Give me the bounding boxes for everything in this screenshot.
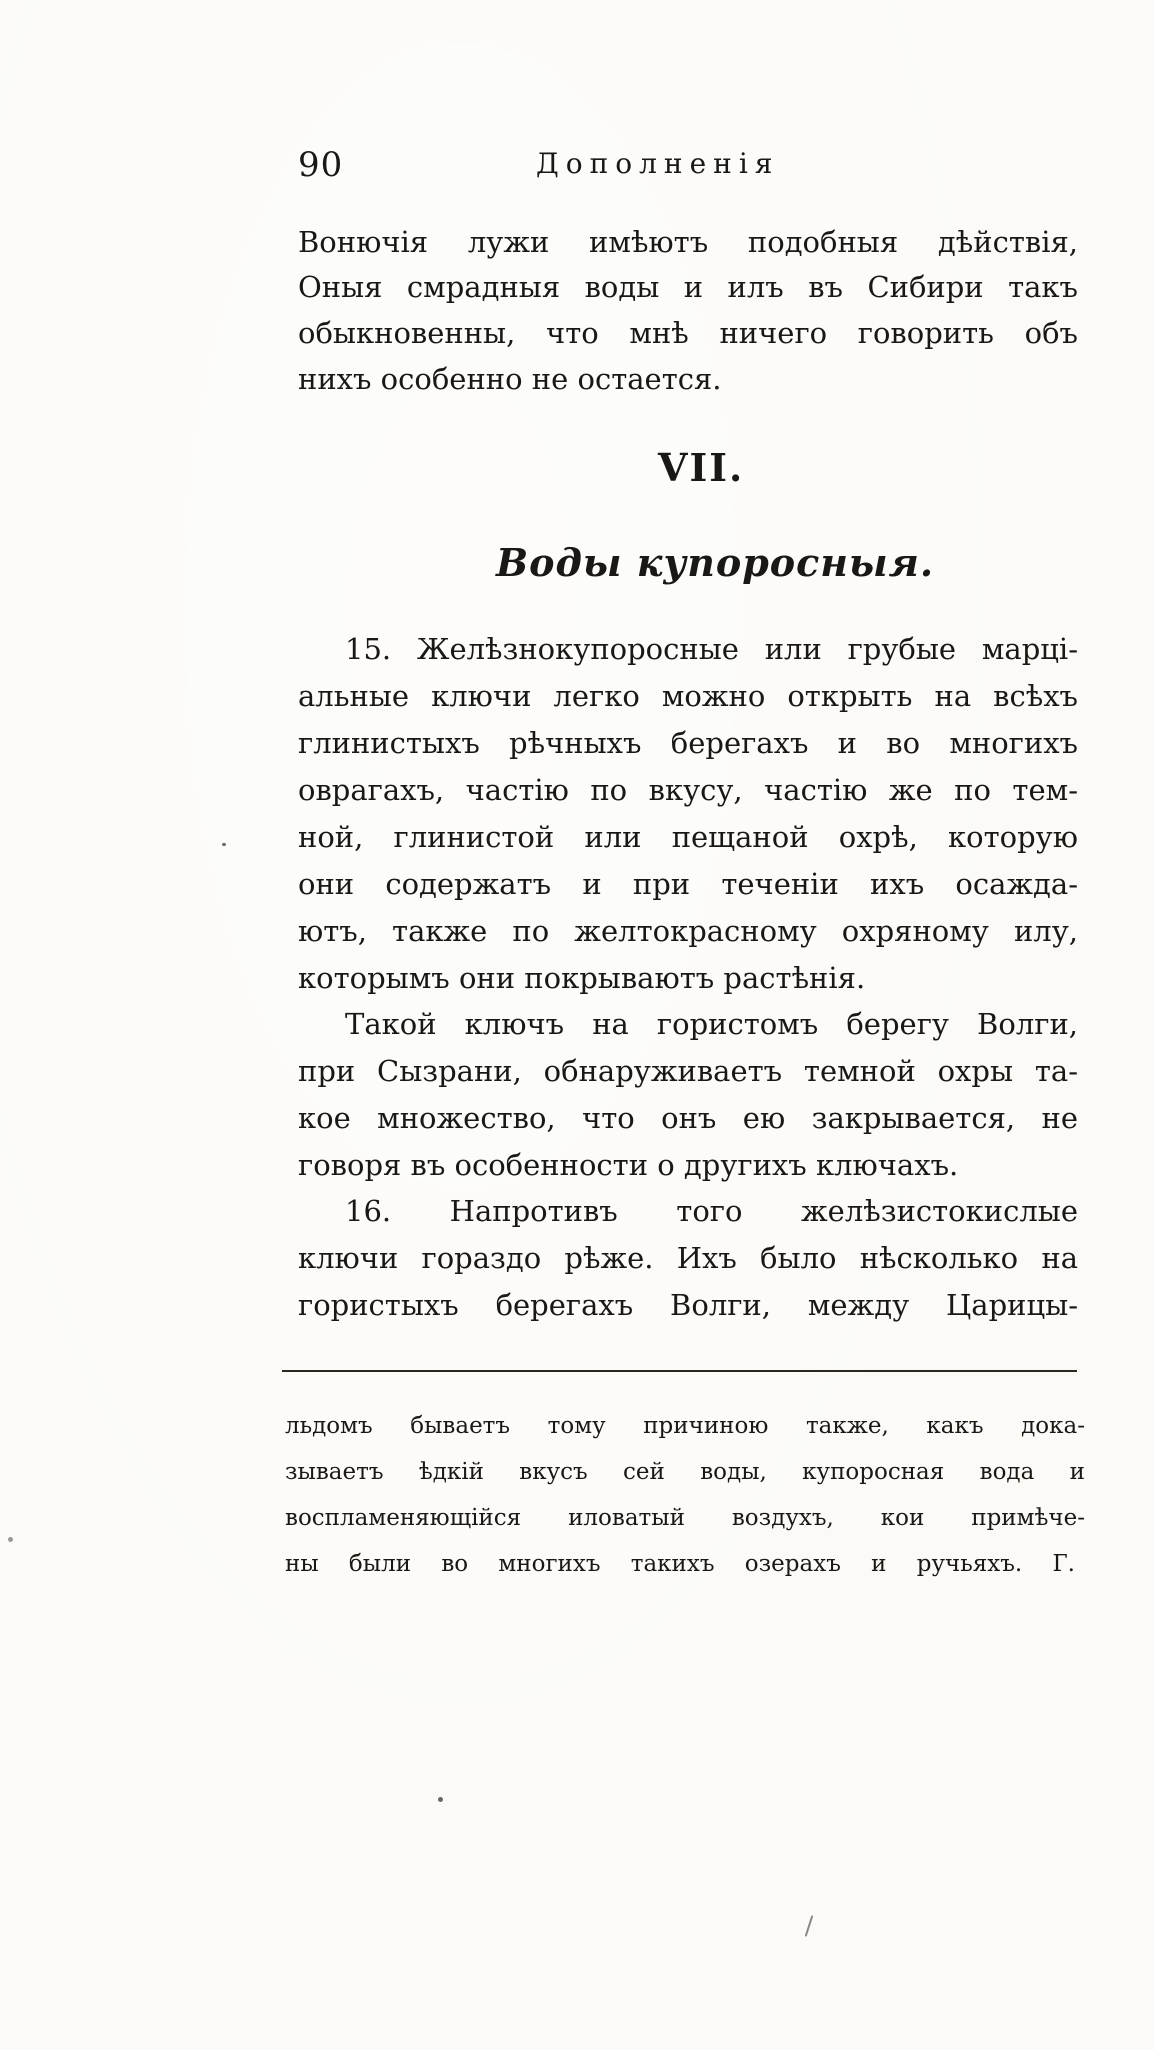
paragraph-line: при Сызрани, обнаруживаетъ темной охры та- [298,1054,1078,1088]
intro-line: нихъ особенно не остается. [298,362,722,396]
footnote-line: льдомъ бываетъ тому причиною также, какъ дока- [285,1413,1085,1439]
paragraph-line: говоря въ особенности о другихъ ключахъ. [298,1148,959,1182]
paragraph-line: Такой ключъ на гористомъ берегу Волги, [345,1007,1078,1041]
section-title: Воды купоросныя. [496,540,935,585]
paragraph-line: ключи гораздо рѣже. Ихъ было нѣсколько на [298,1241,1078,1275]
section-number: VII. [658,445,745,490]
running-head: Дополненія [536,147,780,180]
paragraph-line: глинистыхъ рѣчныхъ берегахъ и во многихъ [298,726,1078,760]
ink-speck [8,1537,13,1542]
footnote-line: воспламеняющійся иловатый воздухъ, кои примѣче- [285,1505,1085,1531]
paragraph-line: ной, глинистой или пещаной охрѣ, которую [298,820,1078,854]
paragraph-line: 15. Желѣзнокупоросные или грубые марці- [345,632,1078,666]
intro-line: Оныя смрадныя воды и илъ въ Сибири такъ [298,270,1078,304]
paragraph-line: ютъ, также по желтокрасному охряному илу, [298,914,1078,948]
paragraph-line: 16. Напротивъ того желѣзистокислые [345,1194,1078,1228]
intro-line: обыкновенны, что мнѣ ничего говорить объ [298,316,1078,350]
ink-speck [438,1797,443,1802]
footnote-divider [282,1370,1077,1372]
ink-mark [805,1915,814,1937]
paragraph-line: оврагахъ, частію по вкусу, частію же по тем- [298,773,1078,807]
ink-speck [222,843,226,846]
footnote-line: ны были во многихъ такихъ озерахъ и ручьяхъ. Г. [285,1551,1075,1577]
footnote-line: зываетъ ѣдкій вкусъ сей воды, купоросная вода и [285,1459,1085,1485]
paragraph-line: альные ключи легко можно открыть на всѣхъ [298,679,1078,713]
page-number: 90 [298,145,344,185]
paragraph-line: гористыхъ берегахъ Волги, между Царицы- [298,1288,1078,1322]
paragraph-line: кое множество, что онъ ею закрывается, не [298,1101,1078,1135]
paragraph-line: которымъ они покрываютъ растѣнія. [298,961,866,995]
page-header [298,145,858,189]
paragraph-line: они содержатъ и при теченіи ихъ осажда- [298,867,1078,901]
intro-line: Вонючія лужи имѣютъ подобныя дѣйствія, [298,225,1078,259]
